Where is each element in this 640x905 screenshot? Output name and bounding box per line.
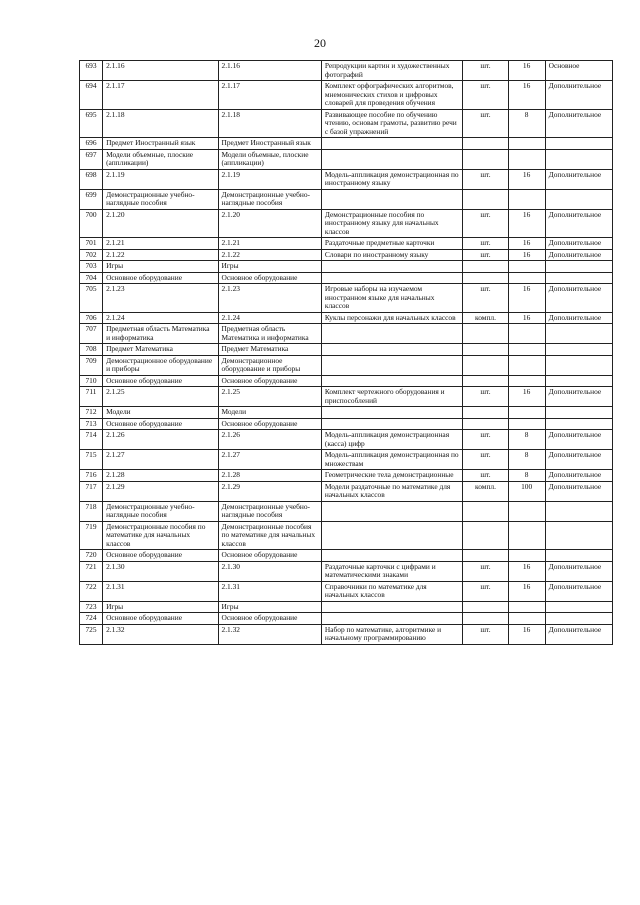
row-number-cell: 704 <box>80 272 103 284</box>
unit-cell <box>463 189 508 209</box>
row-number-cell: 722 <box>80 581 103 601</box>
section-code-cell: Модели объемные, плоские (аппликации) <box>103 149 218 169</box>
item-name-cell <box>321 521 463 550</box>
subsection-code-cell: 2.1.26 <box>218 430 321 450</box>
row-number-cell: 723 <box>80 601 103 613</box>
unit-cell: шт. <box>463 387 508 407</box>
row-number-cell: 697 <box>80 149 103 169</box>
unit-cell <box>463 613 508 625</box>
item-name-cell: Справочники по математике для начальных классов <box>321 581 463 601</box>
item-name-cell: Модель-аппликация демонстрационная (касса) цифр <box>321 430 463 450</box>
quantity-cell: 8 <box>508 430 545 450</box>
equipment-type-cell <box>545 149 612 169</box>
section-code-cell: 2.1.32 <box>103 624 218 644</box>
table-row <box>80 284 613 313</box>
unit-cell <box>463 601 508 613</box>
equipment-type-cell <box>545 613 612 625</box>
subsection-code-cell: Основное оборудование <box>218 272 321 284</box>
subsection-code-cell: Демонстрационные пособия по математике для начальных классов <box>218 521 321 550</box>
row-number-cell: 698 <box>80 169 103 189</box>
quantity-cell <box>508 355 545 375</box>
section-code-cell: 2.1.19 <box>103 169 218 189</box>
item-name-cell: Комплект орфографических алгоритмов, мнемонических стихов и цифровых словарей для проведения обучения <box>321 81 463 110</box>
unit-cell <box>463 138 508 150</box>
subsection-code-cell: Демонстрационное оборудование и приборы <box>218 355 321 375</box>
table-row <box>80 324 613 344</box>
subsection-code-cell: 2.1.25 <box>218 387 321 407</box>
equipment-type-cell: Дополнительное <box>545 581 612 601</box>
quantity-cell <box>508 601 545 613</box>
equipment-type-cell <box>545 344 612 356</box>
item-name-cell <box>321 261 463 273</box>
table-row <box>80 375 613 387</box>
quantity-cell: 8 <box>508 470 545 482</box>
section-code-cell: Основное оборудование <box>103 613 218 625</box>
subsection-code-cell: 2.1.29 <box>218 481 321 501</box>
row-number-cell: 725 <box>80 624 103 644</box>
quantity-cell <box>508 189 545 209</box>
row-number-cell: 702 <box>80 249 103 261</box>
unit-cell: шт. <box>463 109 508 138</box>
section-code-cell: Основное оборудование <box>103 272 218 284</box>
item-name-cell <box>321 324 463 344</box>
quantity-cell <box>508 344 545 356</box>
subsection-code-cell: 2.1.31 <box>218 581 321 601</box>
section-code-cell: Игры <box>103 261 218 273</box>
quantity-cell <box>508 407 545 419</box>
section-code-cell: Основное оборудование <box>103 418 218 430</box>
subsection-code-cell: 2.1.21 <box>218 238 321 250</box>
item-name-cell <box>321 138 463 150</box>
item-name-cell <box>321 149 463 169</box>
subsection-code-cell: Предмет Иностранный язык <box>218 138 321 150</box>
row-number-cell: 712 <box>80 407 103 419</box>
section-code-cell: 2.1.20 <box>103 209 218 238</box>
unit-cell: компл. <box>463 481 508 501</box>
table-row <box>80 387 613 407</box>
equipment-type-cell: Дополнительное <box>545 109 612 138</box>
table-row <box>80 312 613 324</box>
quantity-cell <box>508 324 545 344</box>
item-name-cell: Куклы персонажи для начальных классов <box>321 312 463 324</box>
equipment-type-cell: Дополнительное <box>545 624 612 644</box>
quantity-cell: 16 <box>508 238 545 250</box>
section-code-cell: 2.1.23 <box>103 284 218 313</box>
table-row <box>80 238 613 250</box>
section-code-cell: 2.1.28 <box>103 470 218 482</box>
subsection-code-cell: Игры <box>218 601 321 613</box>
equipment-table <box>79 60 613 645</box>
section-code-cell: Модели <box>103 407 218 419</box>
unit-cell: шт. <box>463 169 508 189</box>
table-row <box>80 138 613 150</box>
equipment-type-cell <box>545 324 612 344</box>
quantity-cell: 16 <box>508 561 545 581</box>
section-code-cell: 2.1.16 <box>103 61 218 81</box>
unit-cell: шт. <box>463 430 508 450</box>
quantity-cell: 100 <box>508 481 545 501</box>
equipment-type-cell <box>545 501 612 521</box>
subsection-code-cell: 2.1.32 <box>218 624 321 644</box>
quantity-cell <box>508 272 545 284</box>
equipment-type-cell <box>545 355 612 375</box>
item-name-cell: Модель-аппликация демонстрационная по множествам <box>321 450 463 470</box>
row-number-cell: 706 <box>80 312 103 324</box>
equipment-type-cell <box>545 189 612 209</box>
quantity-cell: 16 <box>508 249 545 261</box>
section-code-cell: Предметная область Математика и информатика <box>103 324 218 344</box>
table-row <box>80 209 613 238</box>
equipment-type-cell: Основное <box>545 61 612 81</box>
section-code-cell: 2.1.22 <box>103 249 218 261</box>
quantity-cell: 16 <box>508 624 545 644</box>
section-code-cell: 2.1.17 <box>103 81 218 110</box>
unit-cell: шт. <box>463 81 508 110</box>
table-row <box>80 344 613 356</box>
quantity-cell: 8 <box>508 109 545 138</box>
row-number-cell: 696 <box>80 138 103 150</box>
subsection-code-cell: Демонстрационные учебно-наглядные пособия <box>218 189 321 209</box>
unit-cell <box>463 324 508 344</box>
item-name-cell: Репродукции картин и художественных фотографий <box>321 61 463 81</box>
row-number-cell: 724 <box>80 613 103 625</box>
quantity-cell: 16 <box>508 169 545 189</box>
quantity-cell: 16 <box>508 312 545 324</box>
table-row <box>80 261 613 273</box>
table-row <box>80 355 613 375</box>
item-name-cell: Модели раздаточные по математике для начальных классов <box>321 481 463 501</box>
subsection-code-cell: Модели <box>218 407 321 419</box>
equipment-type-cell <box>545 261 612 273</box>
section-code-cell: 2.1.25 <box>103 387 218 407</box>
table-row <box>80 521 613 550</box>
unit-cell <box>463 355 508 375</box>
table-row <box>80 149 613 169</box>
subsection-code-cell: Модели объемные, плоские (аппликации) <box>218 149 321 169</box>
table-row <box>80 249 613 261</box>
equipment-type-cell: Дополнительное <box>545 481 612 501</box>
quantity-cell <box>508 149 545 169</box>
quantity-cell <box>508 501 545 521</box>
subsection-code-cell: Основное оборудование <box>218 375 321 387</box>
item-name-cell <box>321 601 463 613</box>
quantity-cell: 16 <box>508 61 545 81</box>
subsection-code-cell: 2.1.28 <box>218 470 321 482</box>
table-row <box>80 624 613 644</box>
unit-cell: шт. <box>463 561 508 581</box>
row-number-cell: 709 <box>80 355 103 375</box>
row-number-cell: 715 <box>80 450 103 470</box>
section-code-cell: Игры <box>103 601 218 613</box>
table-row <box>80 189 613 209</box>
unit-cell: шт. <box>463 624 508 644</box>
row-number-cell: 707 <box>80 324 103 344</box>
table-row <box>80 481 613 501</box>
section-code-cell: Демонстрационное оборудование и приборы <box>103 355 218 375</box>
row-number-cell: 694 <box>80 81 103 110</box>
equipment-type-cell: Дополнительное <box>545 238 612 250</box>
subsection-code-cell: Основное оборудование <box>218 418 321 430</box>
item-name-cell <box>321 550 463 562</box>
unit-cell <box>463 521 508 550</box>
subsection-code-cell: Основное оборудование <box>218 550 321 562</box>
section-code-cell: Демонстрационные учебно-наглядные пособия <box>103 501 218 521</box>
equipment-type-cell: Дополнительное <box>545 561 612 581</box>
item-name-cell: Раздаточные карточки с цифрами и математическими знаками <box>321 561 463 581</box>
subsection-code-cell: Игры <box>218 261 321 273</box>
subsection-code-cell: 2.1.24 <box>218 312 321 324</box>
table-row <box>80 561 613 581</box>
unit-cell: шт. <box>463 284 508 313</box>
equipment-type-cell <box>545 601 612 613</box>
item-name-cell: Раздаточные предметные карточки <box>321 238 463 250</box>
item-name-cell: Модель-аппликация демонстрационная по иностранному языку <box>321 169 463 189</box>
subsection-code-cell: 2.1.27 <box>218 450 321 470</box>
row-number-cell: 693 <box>80 61 103 81</box>
item-name-cell: Комплект чертежного оборудования и приспособлений <box>321 387 463 407</box>
row-number-cell: 711 <box>80 387 103 407</box>
table-row <box>80 272 613 284</box>
row-number-cell: 700 <box>80 209 103 238</box>
unit-cell: шт. <box>463 238 508 250</box>
subsection-code-cell: 2.1.16 <box>218 61 321 81</box>
quantity-cell: 16 <box>508 81 545 110</box>
unit-cell: шт. <box>463 470 508 482</box>
equipment-type-cell <box>545 272 612 284</box>
unit-cell <box>463 550 508 562</box>
quantity-cell <box>508 375 545 387</box>
row-number-cell: 717 <box>80 481 103 501</box>
equipment-type-cell: Дополнительное <box>545 450 612 470</box>
quantity-cell <box>508 550 545 562</box>
table-row <box>80 501 613 521</box>
unit-cell: шт. <box>463 209 508 238</box>
unit-cell <box>463 407 508 419</box>
table-row <box>80 601 613 613</box>
section-code-cell: Основное оборудование <box>103 550 218 562</box>
item-name-cell <box>321 375 463 387</box>
section-code-cell: Предмет Математика <box>103 344 218 356</box>
row-number-cell: 703 <box>80 261 103 273</box>
section-code-cell: Демонстрационные пособия по математике для начальных классов <box>103 521 218 550</box>
unit-cell: шт. <box>463 61 508 81</box>
subsection-code-cell: 2.1.18 <box>218 109 321 138</box>
section-code-cell: Предмет Иностранный язык <box>103 138 218 150</box>
section-code-cell: 2.1.24 <box>103 312 218 324</box>
item-name-cell: Игровые наборы на изучаемом иностранном языке для начальных классов <box>321 284 463 313</box>
quantity-cell: 16 <box>508 387 545 407</box>
subsection-code-cell: 2.1.20 <box>218 209 321 238</box>
item-name-cell <box>321 613 463 625</box>
quantity-cell <box>508 261 545 273</box>
unit-cell <box>463 501 508 521</box>
quantity-cell <box>508 521 545 550</box>
section-code-cell: 2.1.30 <box>103 561 218 581</box>
item-name-cell: Развивающее пособие по обучению чтению, основам грамоты, развитию речи с базой упражнений <box>321 109 463 138</box>
table-row <box>80 450 613 470</box>
section-code-cell: 2.1.31 <box>103 581 218 601</box>
unit-cell: шт. <box>463 581 508 601</box>
quantity-cell <box>508 418 545 430</box>
table-row <box>80 430 613 450</box>
unit-cell: шт. <box>463 450 508 470</box>
table-row <box>80 109 613 138</box>
unit-cell: шт. <box>463 249 508 261</box>
row-number-cell: 718 <box>80 501 103 521</box>
equipment-type-cell: Дополнительное <box>545 284 612 313</box>
subsection-code-cell: Демонстрационные учебно-наглядные пособия <box>218 501 321 521</box>
unit-cell <box>463 149 508 169</box>
subsection-code-cell: 2.1.22 <box>218 249 321 261</box>
item-name-cell: Геометрические тела демонстрационные <box>321 470 463 482</box>
section-code-cell: 2.1.27 <box>103 450 218 470</box>
quantity-cell <box>508 613 545 625</box>
row-number-cell: 710 <box>80 375 103 387</box>
table-row <box>80 550 613 562</box>
subsection-code-cell: 2.1.17 <box>218 81 321 110</box>
row-number-cell: 716 <box>80 470 103 482</box>
item-name-cell: Словари по иностранному языку <box>321 249 463 261</box>
equipment-type-cell: Дополнительное <box>545 430 612 450</box>
quantity-cell: 16 <box>508 284 545 313</box>
equipment-type-cell: Дополнительное <box>545 387 612 407</box>
equipment-type-cell <box>545 550 612 562</box>
equipment-type-cell: Дополнительное <box>545 249 612 261</box>
equipment-type-cell <box>545 418 612 430</box>
subsection-code-cell: Предмет Математика <box>218 344 321 356</box>
unit-cell <box>463 418 508 430</box>
section-code-cell: 2.1.18 <box>103 109 218 138</box>
table-row <box>80 470 613 482</box>
table-row <box>80 613 613 625</box>
row-number-cell: 701 <box>80 238 103 250</box>
subsection-code-cell: Предметная область Математика и информатика <box>218 324 321 344</box>
table-row <box>80 418 613 430</box>
row-number-cell: 719 <box>80 521 103 550</box>
item-name-cell <box>321 501 463 521</box>
subsection-code-cell: 2.1.19 <box>218 169 321 189</box>
unit-cell: компл. <box>463 312 508 324</box>
subsection-code-cell: Основное оборудование <box>218 613 321 625</box>
unit-cell <box>463 344 508 356</box>
unit-cell <box>463 261 508 273</box>
quantity-cell <box>508 138 545 150</box>
item-name-cell <box>321 355 463 375</box>
item-name-cell: Демонстрационные пособия по иностранному языку для начальных классов <box>321 209 463 238</box>
item-name-cell <box>321 272 463 284</box>
equipment-type-cell <box>545 407 612 419</box>
equipment-type-cell <box>545 521 612 550</box>
table-row <box>80 61 613 81</box>
unit-cell <box>463 375 508 387</box>
equipment-type-cell: Дополнительное <box>545 312 612 324</box>
section-code-cell: 2.1.21 <box>103 238 218 250</box>
quantity-cell: 8 <box>508 450 545 470</box>
quantity-cell: 16 <box>508 209 545 238</box>
unit-cell <box>463 272 508 284</box>
section-code-cell: Демонстрационные учебно-наглядные пособия <box>103 189 218 209</box>
item-name-cell: Набор по математике, алгоритмике и начальному программированию <box>321 624 463 644</box>
quantity-cell: 16 <box>508 581 545 601</box>
row-number-cell: 713 <box>80 418 103 430</box>
equipment-type-cell: Дополнительное <box>545 81 612 110</box>
row-number-cell: 721 <box>80 561 103 581</box>
subsection-code-cell: 2.1.23 <box>218 284 321 313</box>
equipment-table-body <box>80 61 613 645</box>
equipment-type-cell: Дополнительное <box>545 470 612 482</box>
table-row <box>80 169 613 189</box>
page-number: 20 <box>314 36 326 50</box>
row-number-cell: 714 <box>80 430 103 450</box>
row-number-cell: 695 <box>80 109 103 138</box>
row-number-cell: 705 <box>80 284 103 313</box>
row-number-cell: 699 <box>80 189 103 209</box>
row-number-cell: 720 <box>80 550 103 562</box>
item-name-cell <box>321 189 463 209</box>
equipment-type-cell: Дополнительное <box>545 209 612 238</box>
equipment-type-cell: Дополнительное <box>545 169 612 189</box>
equipment-type-cell <box>545 375 612 387</box>
section-code-cell: 2.1.29 <box>103 481 218 501</box>
row-number-cell: 708 <box>80 344 103 356</box>
equipment-type-cell <box>545 138 612 150</box>
section-code-cell: Основное оборудование <box>103 375 218 387</box>
table-row <box>80 581 613 601</box>
section-code-cell: 2.1.26 <box>103 430 218 450</box>
item-name-cell <box>321 344 463 356</box>
table-row <box>80 407 613 419</box>
subsection-code-cell: 2.1.30 <box>218 561 321 581</box>
table-row <box>80 81 613 110</box>
item-name-cell <box>321 418 463 430</box>
item-name-cell <box>321 407 463 419</box>
